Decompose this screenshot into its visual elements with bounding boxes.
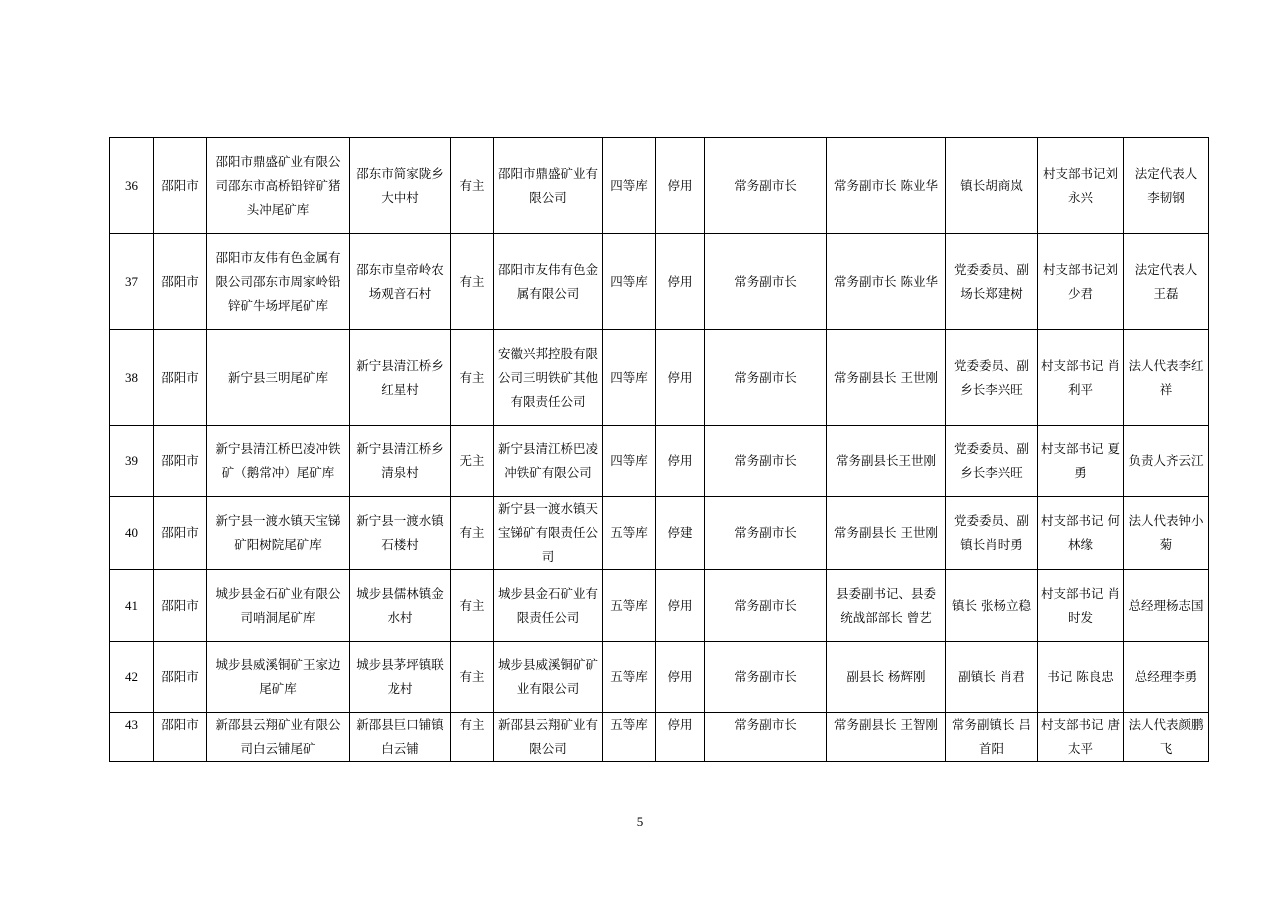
cell-owner-status: 有主 <box>451 234 494 330</box>
cell-status: 停用 <box>656 138 705 234</box>
cell-location: 城步县茅坪镇联龙村 <box>350 642 451 713</box>
cell-name: 邵阳市鼎盛矿业有限公司邵东市高桥铅锌矿猪头冲尾矿库 <box>207 138 350 234</box>
cell-status: 停用 <box>656 713 705 762</box>
tailings-table <box>109 137 1209 762</box>
cell-city: 邵阳市 <box>154 642 207 713</box>
cell-grade: 四等库 <box>603 138 656 234</box>
cell-no: 40 <box>110 497 154 570</box>
cell-town-leader: 党委委员、副乡长李兴旺 <box>946 426 1038 497</box>
cell-owner-status: 有主 <box>451 330 494 426</box>
cell-no: 41 <box>110 570 154 642</box>
table-row <box>110 497 1209 570</box>
cell-city: 邵阳市 <box>154 234 207 330</box>
cell-company: 安徽兴邦控股有限公司三明铁矿其他有限责任公司 <box>494 330 603 426</box>
cell-village-leader: 村支部书记 夏勇 <box>1038 426 1124 497</box>
cell-legal-rep: 法人代表李红祥 <box>1124 330 1209 426</box>
cell-name: 新宁县三明尾矿库 <box>207 330 350 426</box>
cell-town-leader: 镇长胡商岚 <box>946 138 1038 234</box>
cell-village-leader: 村支部书记刘少君 <box>1038 234 1124 330</box>
cell-location: 新宁县清江桥乡红星村 <box>350 330 451 426</box>
cell-city-leader: 常务副市长 <box>705 713 827 762</box>
page-number: 5 <box>636 814 644 829</box>
cell-status: 停用 <box>656 642 705 713</box>
cell-city-leader: 常务副市长 <box>705 497 827 570</box>
cell-city: 邵阳市 <box>154 497 207 570</box>
cell-grade: 五等库 <box>603 497 656 570</box>
cell-city-leader: 常务副市长 <box>705 138 827 234</box>
table-row <box>110 234 1209 330</box>
cell-company: 邵阳市鼎盛矿业有限公司 <box>494 138 603 234</box>
cell-county-leader: 常务副市长 陈业华 <box>827 138 946 234</box>
cell-village-leader: 村支部书记刘永兴 <box>1038 138 1124 234</box>
cell-town-leader: 副镇长 肖君 <box>946 642 1038 713</box>
cell-no: 37 <box>110 234 154 330</box>
table-row <box>110 330 1209 426</box>
cell-county-leader: 常务副县长 王智刚 <box>827 713 946 762</box>
cell-legal-rep: 法定代表人 李韧钢 <box>1124 138 1209 234</box>
cell-owner-status: 有主 <box>451 642 494 713</box>
cell-company: 新邵县云翔矿业有限公司 <box>494 713 603 762</box>
cell-county-leader: 常务副县长 王世刚 <box>827 330 946 426</box>
cell-location: 新宁县一渡水镇石楼村 <box>350 497 451 570</box>
cell-company: 新宁县清江桥巴凌冲铁矿有限公司 <box>494 426 603 497</box>
cell-legal-rep: 法人代表钟小菊 <box>1124 497 1209 570</box>
cell-town-leader: 常务副镇长 吕首阳 <box>946 713 1038 762</box>
cell-village-leader: 村支部书记 唐太平 <box>1038 713 1124 762</box>
cell-status: 停用 <box>656 330 705 426</box>
cell-county-leader: 常务副市长 陈业华 <box>827 234 946 330</box>
cell-name: 邵阳市友伟有色金属有限公司邵东市周家岭铅锌矿牛场坪尾矿库 <box>207 234 350 330</box>
table-row <box>110 570 1209 642</box>
cell-name: 新宁县一渡水镇天宝锑矿阳树院尾矿库 <box>207 497 350 570</box>
cell-city: 邵阳市 <box>154 330 207 426</box>
cell-town-leader: 党委委员、副镇长肖时勇 <box>946 497 1038 570</box>
cell-village-leader: 村支部书记 肖利平 <box>1038 330 1124 426</box>
cell-village-leader: 村支部书记 何林缘 <box>1038 497 1124 570</box>
cell-legal-rep: 总经理李勇 <box>1124 642 1209 713</box>
cell-status: 停用 <box>656 234 705 330</box>
cell-status: 停用 <box>656 426 705 497</box>
cell-legal-rep: 法人代表颜鹏飞 <box>1124 713 1209 762</box>
cell-grade: 四等库 <box>603 234 656 330</box>
cell-company: 城步县金石矿业有限责任公司 <box>494 570 603 642</box>
cell-city-leader: 常务副市长 <box>705 234 827 330</box>
cell-location: 邵东市皇帝岭农场观音石村 <box>350 234 451 330</box>
cell-name: 城步县威溪铜矿王家边尾矿库 <box>207 642 350 713</box>
cell-company: 邵阳市友伟有色金属有限公司 <box>494 234 603 330</box>
cell-city: 邵阳市 <box>154 713 207 762</box>
cell-no: 43 <box>110 713 154 762</box>
cell-no: 42 <box>110 642 154 713</box>
cell-owner-status: 有主 <box>451 138 494 234</box>
cell-location: 城步县儒林镇金水村 <box>350 570 451 642</box>
table-row <box>110 138 1209 234</box>
cell-city-leader: 常务副市长 <box>705 426 827 497</box>
cell-county-leader: 副县长 杨辉刚 <box>827 642 946 713</box>
cell-name: 城步县金石矿业有限公司哨洞尾矿库 <box>207 570 350 642</box>
table-row <box>110 713 1209 762</box>
cell-name: 新邵县云翔矿业有限公司白云铺尾矿 <box>207 713 350 762</box>
cell-legal-rep: 负责人齐云江 <box>1124 426 1209 497</box>
cell-owner-status: 无主 <box>451 426 494 497</box>
cell-city-leader: 常务副市长 <box>705 330 827 426</box>
cell-town-leader: 镇长 张杨立稳 <box>946 570 1038 642</box>
cell-company: 城步县威溪铜矿矿业有限公司 <box>494 642 603 713</box>
cell-grade: 五等库 <box>603 713 656 762</box>
cell-owner-status: 有主 <box>451 570 494 642</box>
cell-village-leader: 书记 陈良忠 <box>1038 642 1124 713</box>
cell-legal-rep: 总经理杨志国 <box>1124 570 1209 642</box>
cell-grade: 五等库 <box>603 570 656 642</box>
cell-company: 新宁县一渡水镇天宝锑矿有限责任公司 <box>494 497 603 570</box>
cell-grade: 四等库 <box>603 426 656 497</box>
cell-city: 邵阳市 <box>154 426 207 497</box>
cell-village-leader: 村支部书记 肖时发 <box>1038 570 1124 642</box>
table-row <box>110 642 1209 713</box>
cell-grade: 五等库 <box>603 642 656 713</box>
cell-city-leader: 常务副市长 <box>705 642 827 713</box>
cell-town-leader: 党委委员、副乡长李兴旺 <box>946 330 1038 426</box>
cell-location: 邵东市简家陇乡大中村 <box>350 138 451 234</box>
cell-city: 邵阳市 <box>154 570 207 642</box>
cell-county-leader: 县委副书记、县委统战部部长 曾艺 <box>827 570 946 642</box>
cell-name: 新宁县清江桥巴凌冲铁矿（鹅常冲）尾矿库 <box>207 426 350 497</box>
cell-location: 新宁县清江桥乡清泉村 <box>350 426 451 497</box>
cell-owner-status: 有主 <box>451 713 494 762</box>
cell-grade: 四等库 <box>603 330 656 426</box>
cell-owner-status: 有主 <box>451 497 494 570</box>
cell-county-leader: 常务副县长王世刚 <box>827 426 946 497</box>
table-row <box>110 426 1209 497</box>
cell-legal-rep: 法定代表人 王磊 <box>1124 234 1209 330</box>
cell-town-leader: 党委委员、副场长郑建树 <box>946 234 1038 330</box>
cell-no: 36 <box>110 138 154 234</box>
cell-status: 停建 <box>656 497 705 570</box>
cell-city-leader: 常务副市长 <box>705 570 827 642</box>
cell-city: 邵阳市 <box>154 138 207 234</box>
cell-status: 停用 <box>656 570 705 642</box>
cell-no: 38 <box>110 330 154 426</box>
cell-location: 新邵县巨口铺镇白云铺 <box>350 713 451 762</box>
cell-no: 39 <box>110 426 154 497</box>
cell-county-leader: 常务副县长 王世刚 <box>827 497 946 570</box>
